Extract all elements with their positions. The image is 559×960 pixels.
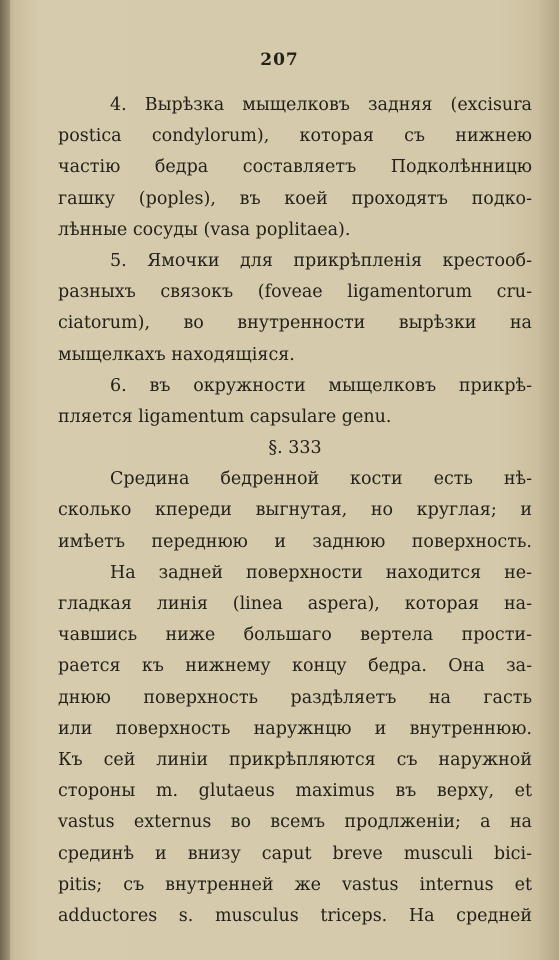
text-line: 4. Вырѣзка мыщелковъ задняя (excisura <box>110 95 532 115</box>
text-line: или поверхность наружнцю и внутреннюю. <box>58 718 532 739</box>
text-line: Къ сей линіи прикрѣпляются съ наружной <box>58 749 532 770</box>
text-line: 5. Ямочки для прикрѣпленія крестооб- <box>110 250 532 271</box>
text-line: Средина бедренной кости есть нѣ- <box>110 469 532 490</box>
text-line: ciatorum), во внутренности вырѣзки на <box>58 313 532 334</box>
text-line: частію бедра составляетъ Подколѣнницю <box>58 157 532 178</box>
text-line: днюю поверхность раздѣляетъ на гасть <box>58 687 532 708</box>
text-line: пляется ligamentum capsulare genu. <box>58 406 392 427</box>
text-line: гладкая линія (linea aspera), которая на- <box>58 594 532 614</box>
text-line: срединѣ и внизу caput breve musculi bici- <box>58 843 532 864</box>
text-line: разныхъ связокъ (foveae ligamentorum cru- <box>58 282 532 303</box>
text-line: гашку (poples), въ коей проходятъ подко- <box>58 188 532 209</box>
text-line: postica condylorum), которая съ нижнею <box>58 126 532 147</box>
text-line: рается къ нижнему концу бедра. Она за- <box>58 656 532 677</box>
text-line: pitis; съ внутренней же vastus internus et <box>58 874 532 895</box>
text-line: 6. въ окружности мыщелковъ прикрѣ- <box>110 375 532 396</box>
text-line: adductores s. musculus triceps. На средней <box>58 905 532 926</box>
text-line: имѣетъ переднюю и заднюю поверхность. <box>58 531 532 552</box>
text-line: vastus externus во всемъ продлженіи; а на <box>58 812 532 833</box>
section-heading: §. 333 <box>268 438 322 459</box>
page-gutter <box>0 0 10 960</box>
text-line: стороны m. glutaeus maximus въ верху, et <box>58 781 532 802</box>
body-text <box>58 90 532 932</box>
text-line: мыщелкахъ находящіяся. <box>58 344 295 365</box>
page-number: 207 <box>260 50 299 70</box>
text-line: сколько кпереди выгнутая, но круглая; и <box>58 500 532 521</box>
text-line: чавшись ниже большаго вертела прости- <box>58 625 532 646</box>
text-line: лѣнные сосуды (vasa poplitaea). <box>58 219 351 240</box>
page-edge-shadow <box>537 0 559 960</box>
text-line: На задней поверхности находится не- <box>110 562 532 583</box>
